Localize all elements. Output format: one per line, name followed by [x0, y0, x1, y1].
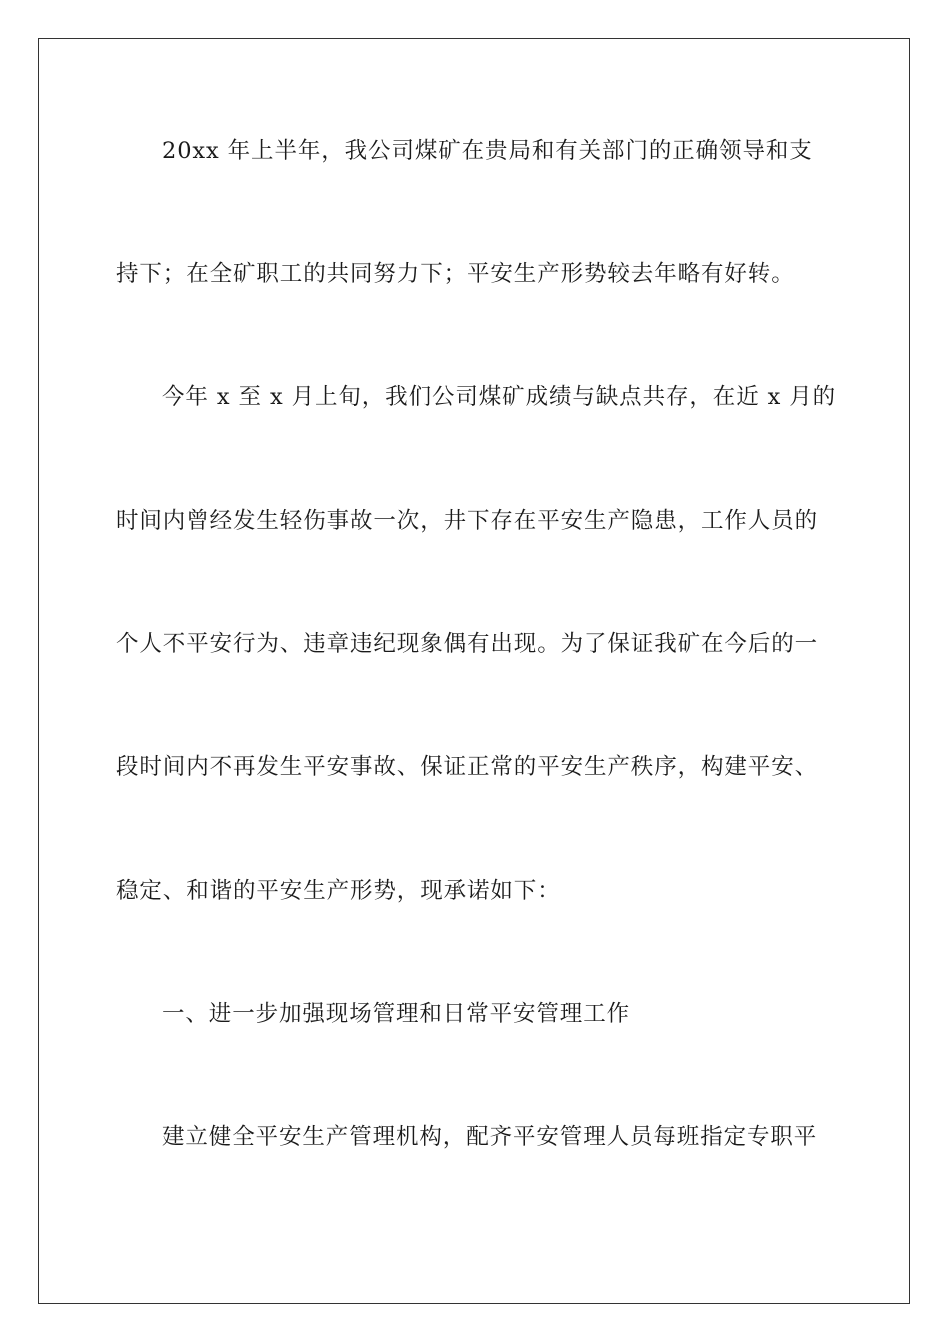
paragraph-2-line-2: 时间内曾经发生轻伤事故一次，井下存在平安生产隐患，工作人员的 [116, 508, 819, 534]
paragraph-1-line-2: 持下；在全矿职工的共同努力下；平安生产形势较去年略有好转。 [116, 261, 795, 287]
paragraph-2-line-3: 个人不平安行为、违章违纪现象偶有出现。为了保证我矿在今后的一 [116, 631, 819, 657]
section-heading-1: 一、进一步加强现场管理和日常平安管理工作 [162, 1001, 631, 1027]
page-border [38, 38, 910, 1304]
paragraph-3-line-1: 建立健全平安生产管理机构，配齐平安管理人员每班指定专职平 [162, 1124, 818, 1150]
paragraph-2-line-1: 今年 x 至 x 月上旬，我们公司煤矿成绩与缺点共存，在近 x 月的 [162, 384, 837, 410]
paragraph-1-line-1: 20xx 年上半年，我公司煤矿在贵局和有关部门的正确领导和支 [162, 138, 813, 164]
paragraph-2-line-4: 段时间内不再发生平安事故、保证正常的平安生产秩序，构建平安、 [116, 754, 819, 780]
paragraph-2-line-5: 稳定、和谐的平安生产形势，现承诺如下： [116, 878, 561, 904]
